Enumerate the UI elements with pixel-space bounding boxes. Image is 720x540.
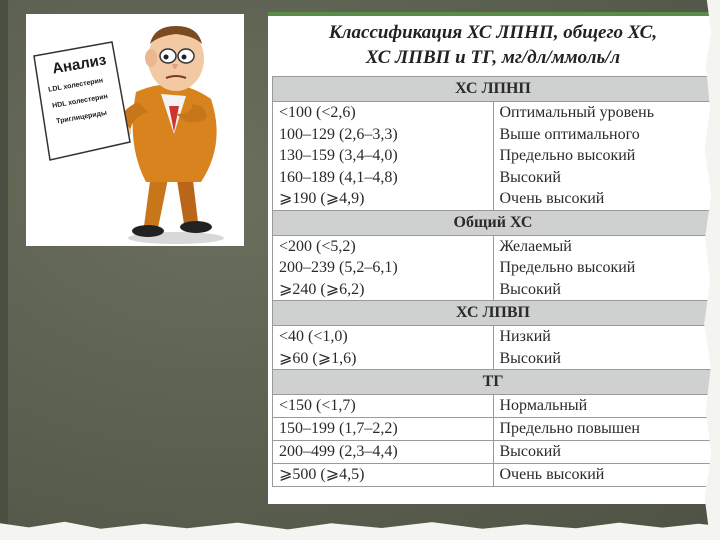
level-cell: Нормальный xyxy=(493,395,714,418)
range-cell: 150–199 (1,7–2,2) xyxy=(273,418,494,441)
range-cell: 200–499 (2,3–4,4) xyxy=(273,441,494,464)
level-cell: Желаемый Предельно высокий Высокий xyxy=(493,235,714,301)
table-row xyxy=(273,102,714,211)
paper-line: HDL холестерин xyxy=(51,93,109,110)
paper-line: LDL холестерин xyxy=(47,77,104,94)
section-header-tg: ТГ xyxy=(273,370,714,395)
level-cell: Низкий Высокий xyxy=(493,326,714,370)
range-cell: <100 (<2,6) 100–129 (2,6–3,3) 130–159 (3,4–4,0) 160–189 (4,1–4,8) ⩾190 (⩾4,9) xyxy=(273,102,494,211)
level-cell: Оптимальный уровень Выше оптимального Предельно высокий Высокий Очень высокий xyxy=(493,102,714,211)
level-cell: Высокий xyxy=(493,441,714,464)
section-header-ldl: ХС ЛПНП xyxy=(273,77,714,102)
cartoon-illustration xyxy=(26,14,244,246)
table-row xyxy=(273,235,714,301)
classification-table xyxy=(272,76,714,487)
section-header-total: Общий ХС xyxy=(273,210,714,235)
paper-line: Триглицериды xyxy=(55,109,108,126)
range-cell: <150 (<1,7) xyxy=(273,395,494,418)
table-row xyxy=(273,395,714,418)
range-cell: <200 (<5,2) 200–239 (5,2–6,1) ⩾240 (⩾6,2) xyxy=(273,235,494,301)
paper-heading: Анализ xyxy=(50,51,108,78)
classification-panel xyxy=(268,12,718,504)
slide-left-edge xyxy=(0,0,8,540)
level-cell: Очень высокий xyxy=(493,464,714,487)
page-title: Классификация ХС ЛПНП, общего ХС, ХС ЛПВП и ТГ, мг/дл/ммоль/л xyxy=(328,22,658,68)
section-header-hdl: ХС ЛПВП xyxy=(273,301,714,326)
worried-man-reading-report-image xyxy=(26,14,244,246)
table-row xyxy=(273,418,714,441)
range-cell: ⩾500 (⩾4,5) xyxy=(273,464,494,487)
table-row xyxy=(273,326,714,370)
range-cell: <40 (<1,0) ⩾60 (⩾1,6) xyxy=(273,326,494,370)
table-row xyxy=(273,441,714,464)
table-row xyxy=(273,464,714,487)
level-cell: Предельно повышен xyxy=(493,418,714,441)
